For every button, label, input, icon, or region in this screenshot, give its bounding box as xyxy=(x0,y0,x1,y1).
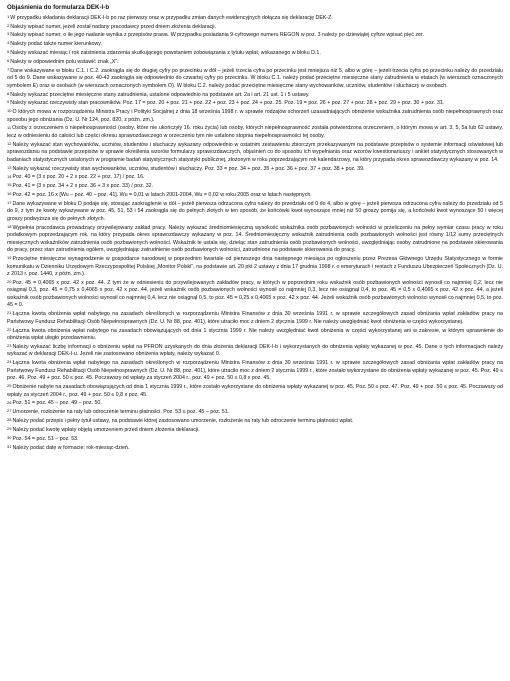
footnote-item xyxy=(7,15,503,23)
footnote-number: 12 xyxy=(7,140,12,146)
footnote-text: Dane wykazywane w bloku D podaje się, stosując zaokrąglenie w dół – jeżeli pierwsza odrzucona cyfra należy do przedziału od 0 do 4, albo w górę – jeżeli pierwsza odrzucona cyfra należy do przedziału od 5 do 9, z tym że kwoty wykazywane w poz. 45, 51, 53 i 54 zaokrągla się do pełnych złotych w ten sposób, że końcówki kwot wynoszące mniej niż 50 groszy pomija się, a końcówki kwot wynoszące 50 i więcej groszy podwyższa się do pełnych złotych. xyxy=(7,200,503,222)
footnote-text: O których mowa w rozporządzeniu Ministra Pracy i Polityki Socjalnej z dnia 18 września 1998 r. w sprawie rodzajów schorzeń uzasadniających obniżenie wskaźnika zatrudnienia osób niepełnosprawnych oraz sposobu jego obniżania (Dz. U. Nr 124, poz. 820, z późn. zm.). xyxy=(7,109,503,123)
footnote-number: 5 xyxy=(7,49,10,55)
footnote-number: 16 xyxy=(7,191,12,197)
footnote-text: Poz. 42 = poz. 16 x [Wu – poz. 40 – poz. 41]. Wu = 0,01 w latach 2001-2004, Wu = 0,02 w roku 2005 oraz w latach następnych. xyxy=(12,192,312,199)
footnote-item xyxy=(7,384,503,399)
footnote-item xyxy=(7,445,503,453)
footnote-text: W przypadku składania deklaracji DEK-I-b po raz pierwszy oraz w przypadku zmian danych ewidencyjnych dołącza się deklarację DEK-Z. xyxy=(10,14,333,21)
footnote-list xyxy=(7,15,503,452)
footnote-text: Łączna kwota obniżenia wpłat nabytego na zasadach określonych w rozporządzeniu Ministra Finansów z dnia 30 września 1991 r. w sprawie szczegółowych zasad obniżania wpłat zakładów pracy na Państwowy Fundusz Rehabilitacji Osób Niepełnosprawnych (Dz. U. Nr 88, poz. 401), które utraciło moc z dniem 2 stycznia 1999 r. Nie należy uwzględniać kwot obniżenia w części wykorzystanej. xyxy=(7,311,503,325)
footnote-text: Umorzenie, rozłożenie na raty lub odroczenie terminu płatności. Poz. 53 ≤ poz. 45 – poz. 51. xyxy=(12,409,230,416)
footnote-item xyxy=(7,166,503,174)
footnote-item xyxy=(7,68,503,91)
footnote-item xyxy=(7,400,503,408)
footnote-item xyxy=(7,436,503,444)
footnote-item xyxy=(7,192,503,200)
footnote-item xyxy=(7,418,503,426)
footnote-text: Łączna kwota obniżenia wpłat nabytego na zasadach obowiązujących od dnia 1 stycznia 1999 r. Nie należy uwzględniać kwot obniżenia w części wykorzystanej ani w zakresie, w którym uprawnienie do obniżenia wpłat uległo przedawnieniu. xyxy=(7,327,503,342)
footnote-item xyxy=(7,280,503,310)
footnote-number: 2 xyxy=(7,22,10,28)
footnote-number: 11 xyxy=(7,124,12,130)
footnote-item xyxy=(7,360,503,383)
footnote-text: Osoby z orzeczeniem o niepełnosprawności (osoby, które nie ukończyły 16. roku życia) lub osoby, których niepełnosprawność została potwierdzona orzeczeniem, o którym mowa w art. 3, 5, 5a lub 62 ustawy, lecz w odniesieniu do całości lub części okresu sprawozdawczego w orzeczeniu tym nie ustalono stopnia niepełnosprawności tej osoby. xyxy=(7,125,503,139)
footnote-text: Należy wpisać numer, jeżeli został nadany pracodawcy przed dniem złożenia deklaracji. xyxy=(10,23,217,30)
footnote-text: Należy wykazać rzeczywisty stan wychowanków, uczniów, studentów i słuchaczy. Poz. 33 = poz. 34 + poz. 35 + poz. 36 + poz. 37 + poz. 38 + poz. 39. xyxy=(12,165,365,172)
footnote-item xyxy=(7,125,503,140)
footnote-number: 4 xyxy=(7,40,10,46)
footnote-text: Należy wykazać stan wychowanków, uczniów, studentów i słuchaczy wykazany odpowiednio w ostatnim zestawieniu zbiorczym przekazywanym na podstawie przepisów o systemie informacji oświatowej lub sprawozdaniu na podstawie przepisów w sprawie określenia wzorów formularzy sprawozdawczych, objaśnień co do sposobu ich wypełniania oraz wzorów kwestionariuszy i ankiet statystycznych stosowanych w badaniach statystycznych ustalonych w programie badań statystycznych statystyki publicznej, złożonym w roku poprzedzającym rok kalendarzowy, na który przypada okres sprawozdawczy wykazany w poz. 14. xyxy=(7,141,503,163)
footnote-text: Należy w odpowiednim polu wstawić znak „X”. xyxy=(10,58,119,65)
footnote-text: Poz. 40 = (3 x poz. 20 + 2 x poz. 22 + poz. 17) / poz. 16. xyxy=(12,174,145,181)
footnote-number: 14 xyxy=(7,173,12,179)
footnote-item xyxy=(7,100,503,108)
footnote-number: 31 xyxy=(7,443,12,449)
footnote-item xyxy=(7,328,503,343)
footnote-number: 27 xyxy=(7,408,12,414)
footnote-text: Należy podać także numer kierunkowy. xyxy=(10,41,102,48)
footnote-number: 9 xyxy=(7,99,10,105)
footnote-number: 18 xyxy=(7,223,12,229)
footnote-number: 25 xyxy=(7,383,12,389)
footnote-text: Należy podać datę w formacie: rok-miesiąc-dzień. xyxy=(12,444,130,451)
footnote-text: Obniżenie nabyte na zasadach obowiązujących od dnia 1 stycznia 1999 r., które zostało wykorzystane do obniżenia wpłaty wykazanej w poz. 45. Poz. 50 ≤ poz. 47. Poz. 49 + poz. 50 ≤ poz. 45. Poczawszy od wpłaty za styczeń 2004 r., poz. 49 + poz. 50 ≤ 0,8 x poz. 45. xyxy=(7,384,503,398)
footnote-text: Należy podać kwotę wpłaty objętą umorzeniem przed dniem złożenia deklaracji. xyxy=(12,426,200,433)
footnote-number: 30 xyxy=(7,434,12,440)
footnote-item xyxy=(7,201,503,224)
footnote-text: Należy podać przepis i pełny tytuł ustawy, na podstawie której zastosowano umorzenie, rozłożenie na raty lub odroczenie terminu płatności wpłat. xyxy=(12,418,354,425)
footnote-item xyxy=(7,409,503,417)
footnote-item xyxy=(7,41,503,49)
footnote-number: 24 xyxy=(7,359,12,365)
footnote-number: 23 xyxy=(7,343,12,348)
footnote-item xyxy=(7,183,503,191)
footnote-text: Poz. 51 = poz. 45 – poz. 49 – poz. 50. xyxy=(12,400,102,407)
footnote-number: 20 xyxy=(7,278,12,284)
footnote-text: Należy wpisać numer, o ile jego nadanie wynika z przepisów prawa. W przypadku posiadania 9-cyfrowego numeru REGON w poz. 3 należy po dziewiątej cyfrze wpisać pięć zer. xyxy=(10,32,424,39)
footnote-text: Poz. 54 = poz. 51 – poz. 53. xyxy=(12,435,79,442)
footnote-text: Dane wskazywane w bloku C.1. i C.2. zaokrągla się do drugiej cyfry po przecinku w dół – jeżeli trzecia cyfra po przecinku jest mniejsza niż 5, albo w górę – jeżeli trzecia cyfra po przecinku należy do przedziału od 5 do 9. Dane wskazywane w poz. 40-42 zaokrągla się odpowiednio do czwartej cyfry po przecinku. W bloku C.1. należy podać przeciętne miesięczne stany zatrudnienia w etatach (w wierszach oznaczonych symbolem E) oraz w osobach (w wierszach oznaczonych symbolem O). W bloku C.2. należy podać przeciętne miesięczne stany wychowanków, uczniów, studentów i słuchaczy w osobach. xyxy=(7,67,503,89)
footnote-number: 29 xyxy=(7,425,12,431)
footnote-number: 10 xyxy=(7,108,12,114)
footnote-number: 21 xyxy=(7,310,12,316)
footnote-number: 7 xyxy=(7,66,10,72)
footnote-number: 1 xyxy=(7,13,10,19)
footnote-item xyxy=(7,311,503,326)
footnote-number: 3 xyxy=(7,31,10,37)
footnote-item xyxy=(7,427,503,435)
footnote-item xyxy=(7,344,503,359)
footnote-item xyxy=(7,142,503,165)
footnote-number: 8 xyxy=(7,90,10,96)
footnote-text: Należy wskazać miesiąc i rok zaistnienia zdarzenia skutkującego powstaniem zobowiązania z tytułu wpłat, wskazanego w bloku D.1. xyxy=(10,50,321,57)
footnote-number: 6 xyxy=(7,57,10,63)
footnote-item xyxy=(7,256,503,279)
document-title: Objaśnienia do formularza DEK-I-b xyxy=(7,4,110,11)
footnote-text: Łączna kwota obniżenia wpłat nabytego na zasadach określonych w rozporządzeniu Ministra Finansów z dnia 30 września 1991 r. w sprawie szczegółowych zasad obniżania wpłat zakładów pracy na Państwowy Fundusz Rehabilitacji Osób Niepełnosprawnych (Dz. U. Nr 88, poz. 401), które utraciło moc z dniem 2 stycznia 1999 r., które zostało wykorzystane do obniżenia wpłaty wykazanej w poz. 45. Poz. 49 ≤ poz. 46. Poz. 49 + poz. 50 ≤ poz. 45. Poczawszy od wpłaty za styczeń 2004 r., poz. 49 + poz. 50 ≤ 0,8 x poz. 45. xyxy=(7,360,503,382)
footnote-item xyxy=(7,174,503,182)
footnote-item xyxy=(7,50,503,58)
footnote-text: Należy wykazać przeciętne miesięczne stany zatrudnienia, ustalone odpowiednio na podstawie art. 2a i art. 21 ust. 1 i 5 ustawy. xyxy=(10,91,310,98)
footnote-number: 22 xyxy=(7,326,12,332)
footnote-number: 15 xyxy=(7,182,12,188)
footnote-text: Wypełnia pracodawca prowadzący przywilejowany zakład pracy. Należy wykazać średniomiesięczną wysokość wskaźnika osób pozbawionych wolności w przeliczeniu na pełny wymiar czasu pracy w roku podatkowym poprzedzającym rok, na który przypada okres sprawozdawczy wykazany w poz. 14. Średniomiesięczny wskaźnik zatrudnienia osób pozbawionych wolności jest równy 1/12 sumy przeciętnych miesięcznych wskaźników zatrudnienia osób pozbawionych wolności. Wskaźnik te ustala się, dzieląc stan zatrudnienia osób pozbawionych wolności, uwzględniając osoby zatrudnione na podstawie skierowania do pracy, przez stan zatrudnienia ogółem, uwzględniając zatrudnienie osób pozbawionych wolności, zatrudnione na podstawie skierowania do pracy. xyxy=(7,224,503,254)
footnote-text: Należy wykazać rzeczywisty stan pracowników. Poz. 17 = poz. 20 + poz. 21 + poz. 22 + poz. 23 + poz. 24 + poz. 25. Poz. 19 = poz. 26 + poz. 27 + poz. 28 + poz. 29 + poz. 30 + poz. 31. xyxy=(10,100,445,107)
footnote-number: 13 xyxy=(7,164,12,170)
footnote-text: Przeciętne miesięczne wynagrodzenie w gospodarce narodowej w poprzednim kwartale od pierwszego dnia następnego miesiąca po ogłoszeniu przez Prezesa Głównego Urzędu Statystycznego w formie komunikatu w Dzienniku Urzędowym Rzeczypospolitej Polskiej „Monitor Polski”, na podstawie art. 20 pkt 2 ustawy z dnia 17 grudnia 1998 r. o emeryturach i rentach z Funduszu Ubezpieczeń Społecznych (Dz. U. z 2013 r. poz. 1440, z późn. zm.). xyxy=(7,256,503,278)
footnote-number: 19 xyxy=(7,255,12,261)
footnote-item xyxy=(7,24,503,32)
footnote-item xyxy=(7,92,503,100)
footnote-number: 26 xyxy=(7,399,12,405)
footnote-text: Należy wykazać liczbę informacji o obniżeniu wpłat na PFRON uzyskanych do dnia złożenia deklaracji DEK-I-b i wykorzystanych do obniżenia wpłaty wykazanej w poz. 45. Dane o tych informacjach należy wykazać w deklaracji DEK-I-u. Jeżeli nie zastosowano obniżenia wpłaty, należy wykazać 0. xyxy=(7,343,503,358)
footnote-item xyxy=(7,32,503,40)
footnote-number: 17 xyxy=(7,199,12,205)
footnote-text: Poz. 41 = (3 x poz. 34 + 2 x poz. 36 + 3 x poz. 33) / poz. 32. xyxy=(12,183,154,190)
footnote-number: 28 xyxy=(7,417,12,423)
footnote-text: Poz. 45 = 0,4065 x poz. 42 x poz. 44. Z tym że w odniesieniu do przywilejowanych zakładów pracy, w których w poprzednim roku wskaźnik osób pozbawionych wolności wynosił co najmniej 0,2, lecz nie osiągnął 0,3, poz. 45 = 0,75 x 0,4065 x poz. 42 x poz. 44, jeżeli wskaźnik osób pozbawionych wolności wynosił co najmniej 0,3, lecz nie osiągnął 0,4, to poz. 45 = 0,5 x 0,4065 x poz. 42 x poz. 44, a jeżeli wskaźnik osób pozbawionych wolności wynosił co najmniej 0,4, lecz nie osiągnął 0,5, to poz. 45 = 0,25 x 0,4065 x poz. 42 x poz. 44. Jeżeli wskaźnik osób pozbawionych wolności wynosił co najmniej 0,5, to poz. 45 = 0. xyxy=(7,279,503,309)
footnote-item xyxy=(7,225,503,255)
footnote-item xyxy=(7,59,503,67)
footnote-item xyxy=(7,109,503,124)
